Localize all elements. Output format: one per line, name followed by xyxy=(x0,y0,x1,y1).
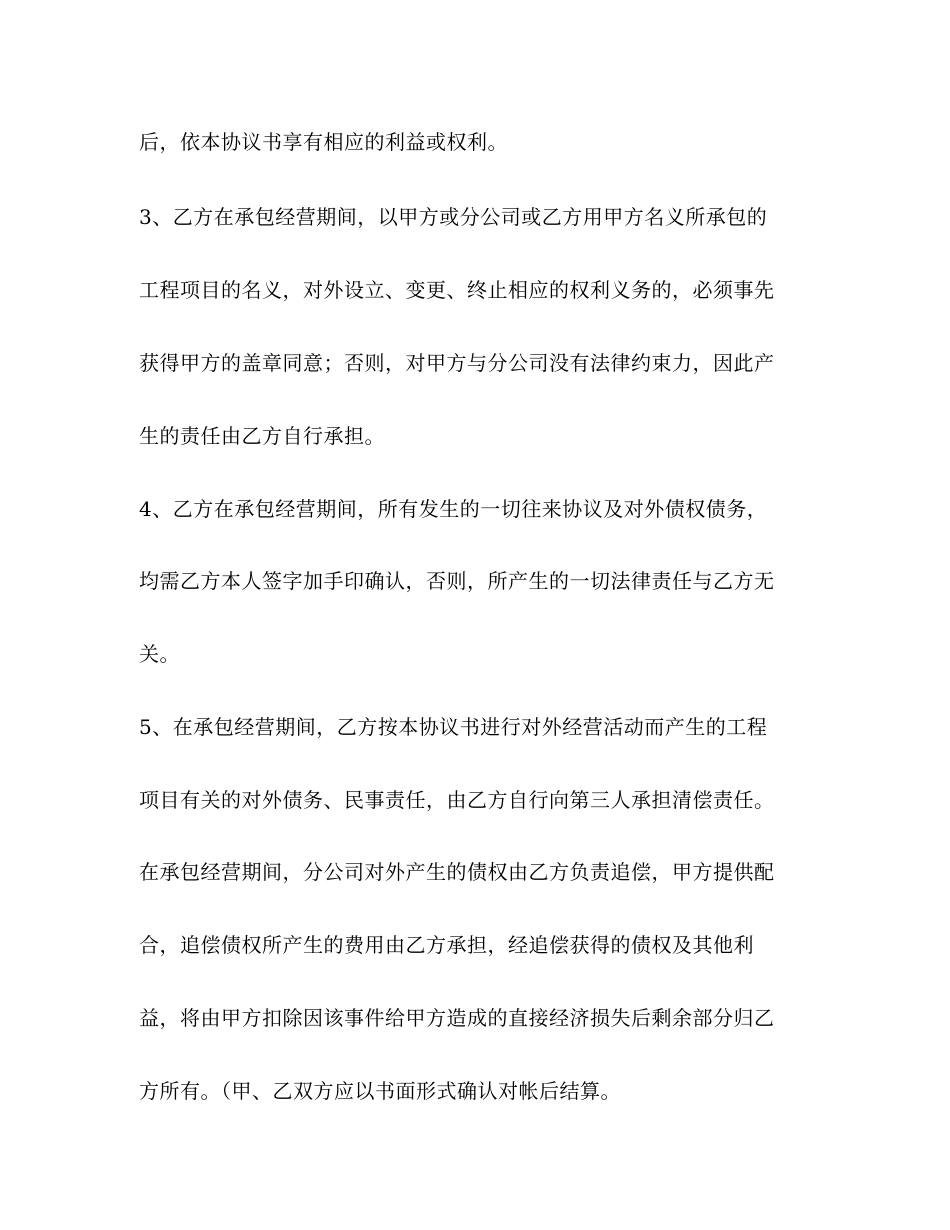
paragraph-line: 合，追偿债权所产生的费用由乙方承担，经追偿获得的债权及其他利 xyxy=(139,933,754,957)
paragraph-line: 方所有。（甲、乙双方应以书面形式确认对帐后结算。 xyxy=(139,1079,621,1103)
paragraph-line: 4、乙方在承包经营期间，所有发生的一切往来协议及对外债权债务， xyxy=(139,497,768,521)
paragraph-line: 工程项目的名义，对外设立、变更、终止相应的权利义务的，必须事先 xyxy=(139,278,775,302)
paragraph-line: 后，依本协议书享有相应的利益或权利。 xyxy=(139,130,508,154)
paragraph-line: 生的责任由乙方自行承担。 xyxy=(139,424,385,448)
paragraph-line: 关。 xyxy=(139,642,180,666)
paragraph-line: 获得甲方的盖章同意；否则，对甲方与分公司没有法律约束力，因此产 xyxy=(139,351,775,375)
paragraph-line: 在承包经营期间，分公司对外产生的债权由乙方负责追偿，甲方提供配 xyxy=(139,860,775,884)
paragraph-line: 项目有关的对外债务、民事责任，由乙方自行向第三人承担清偿责任。 xyxy=(139,788,775,812)
paragraph-line: 益，将由甲方扣除因该事件给甲方造成的直接经济损失后剩余部分归乙 xyxy=(139,1006,775,1030)
paragraph-line: 3、乙方在承包经营期间，以甲方或分公司或乙方用甲方名义所承包的 xyxy=(139,205,768,229)
paragraph-line: 均需乙方本人签字加手印确认，否则，所产生的一切法律责任与乙方无 xyxy=(139,569,775,593)
paragraph-line: 5、在承包经营期间，乙方按本协议书进行对外经营活动而产生的工程 xyxy=(139,715,768,739)
